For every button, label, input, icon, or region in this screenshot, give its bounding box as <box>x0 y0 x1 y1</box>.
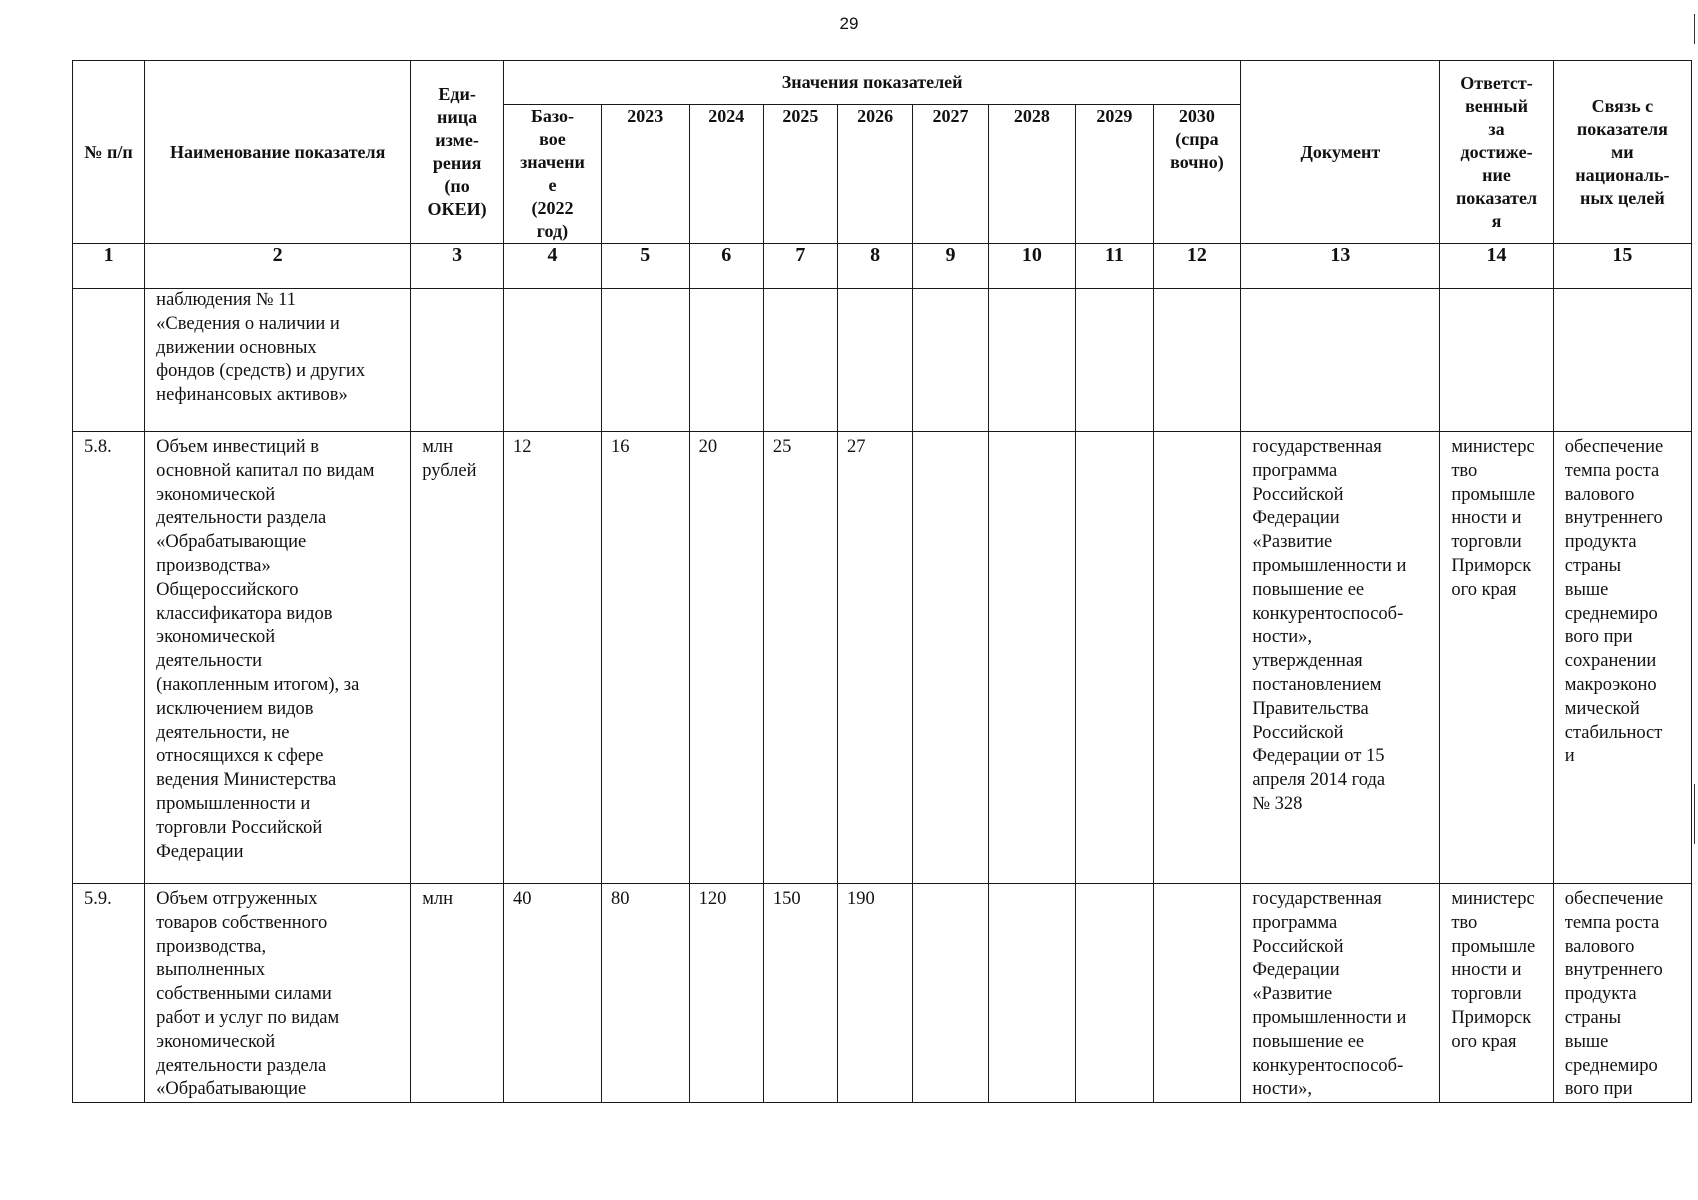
column-number: 5 <box>601 244 689 289</box>
header-year-2024: 2024 <box>689 105 763 244</box>
row-name-cell: Объем инвестиций в основной капитал по видам экономической деятельности раздела «Обрабатывающие производства» Общероссийского классификатора видов экономической деятельности (накопленным итогом), за исключением видов деятельности, не относящихся к сфере ведения Министерства промышленности и торговли Российской Федерации <box>145 432 411 884</box>
row-responsible-cell <box>1440 289 1553 432</box>
header-year-2026: 2026 <box>838 105 913 244</box>
table-row <box>73 884 1692 1103</box>
header-unit: Еди- ница изме- рения (по ОКЕИ) <box>411 61 504 244</box>
scan-edge-mark <box>1694 14 1695 44</box>
row-2028-cell <box>988 432 1076 884</box>
row-2026-cell <box>838 289 913 432</box>
row-document-cell: государственная программа Российской Федерации «Развитие промышленности и повышение ее конкурентоспособ- ности», <box>1241 884 1440 1103</box>
scan-edge-mark <box>1694 784 1695 844</box>
row-document-cell <box>1241 289 1440 432</box>
row-2029-cell <box>1076 432 1153 884</box>
row-base-cell: 40 <box>503 884 601 1103</box>
row-base-cell <box>503 289 601 432</box>
row-2027-cell <box>913 289 988 432</box>
row-link-cell <box>1553 289 1691 432</box>
header-base-value: Базо- вое значени е (2022 год) <box>503 105 601 244</box>
row-document-cell: государственная программа Российской Федерации «Развитие промышленности и повышение ее конкурентоспособ- ности», утвержденная постановлением Правительства Российской Федерации от 15 апреля 2014 года № 328 <box>1241 432 1440 884</box>
row-2026-cell: 27 <box>838 432 913 884</box>
row-base-cell: 12 <box>503 432 601 884</box>
header-year-2023: 2023 <box>601 105 689 244</box>
row-unit-cell: млн <box>411 884 504 1103</box>
row-2029-cell <box>1076 289 1153 432</box>
column-number: 4 <box>503 244 601 289</box>
column-number: 10 <box>988 244 1076 289</box>
row-name-cell: Объем отгруженных товаров собственного производства, выполненных собственными силами работ и услуг по видам экономической деятельности раздела «Обрабатывающие <box>145 884 411 1103</box>
header-num: № п/п <box>73 61 145 244</box>
header-name: Наименование показателя <box>145 61 411 244</box>
header-values-group: Значения показателей <box>503 61 1240 105</box>
row-2025-cell: 25 <box>763 432 837 884</box>
row-2028-cell <box>988 884 1076 1103</box>
row-2024-cell: 20 <box>689 432 763 884</box>
row-num-cell: 5.8. <box>73 432 145 884</box>
row-2023-cell: 16 <box>601 432 689 884</box>
header-document: Документ <box>1241 61 1440 244</box>
page-number: 29 <box>839 14 859 33</box>
row-num-cell <box>73 289 145 432</box>
row-2025-cell: 150 <box>763 884 837 1103</box>
header-year-2027: 2027 <box>913 105 988 244</box>
row-link-cell: обеспечение темпа роста валового внутреннего продукта страны выше среднемиро вого при сохранении макроэконо мической стабильност и <box>1553 432 1691 884</box>
row-2029-cell <box>1076 884 1153 1103</box>
header-year-2025: 2025 <box>763 105 837 244</box>
column-number: 12 <box>1153 244 1241 289</box>
column-number: 7 <box>763 244 837 289</box>
row-unit-cell: млн рублей <box>411 432 504 884</box>
row-2025-cell <box>763 289 837 432</box>
row-2024-cell <box>689 289 763 432</box>
row-2030-cell <box>1153 884 1241 1103</box>
indicators-table <box>72 60 1692 1103</box>
column-number: 11 <box>1076 244 1153 289</box>
table-row <box>73 289 1692 432</box>
header-year-2029: 2029 <box>1076 105 1153 244</box>
row-2028-cell <box>988 289 1076 432</box>
column-number: 8 <box>838 244 913 289</box>
header-year-2030: 2030 (спра вочно) <box>1153 105 1241 244</box>
row-name-cell: наблюдения № 11 «Сведения о наличии и движении основных фондов (средств) и других нефинансовых активов» <box>145 289 411 432</box>
row-num-cell: 5.9. <box>73 884 145 1103</box>
header-year-2028: 2028 <box>988 105 1076 244</box>
row-2023-cell <box>601 289 689 432</box>
row-2027-cell <box>913 432 988 884</box>
row-link-cell: обеспечение темпа роста валового внутреннего продукта страны выше среднемиро вого при <box>1553 884 1691 1103</box>
row-2030-cell <box>1153 432 1241 884</box>
column-number: 14 <box>1440 244 1553 289</box>
column-number: 15 <box>1553 244 1691 289</box>
row-2023-cell: 80 <box>601 884 689 1103</box>
column-number: 3 <box>411 244 504 289</box>
row-responsible-cell: министерс тво промышле нности и торговли Приморск ого края <box>1440 884 1553 1103</box>
row-2030-cell <box>1153 289 1241 432</box>
row-unit-cell <box>411 289 504 432</box>
column-number: 1 <box>73 244 145 289</box>
row-responsible-cell: министерс тво промышле нности и торговли Приморск ого края <box>1440 432 1553 884</box>
column-number: 9 <box>913 244 988 289</box>
table-row <box>73 432 1692 884</box>
row-2027-cell <box>913 884 988 1103</box>
column-number: 13 <box>1241 244 1440 289</box>
header-link: Связь с показателя ми националь- ных целей <box>1553 61 1691 244</box>
column-number: 2 <box>145 244 411 289</box>
row-2024-cell: 120 <box>689 884 763 1103</box>
column-number: 6 <box>689 244 763 289</box>
row-2026-cell: 190 <box>838 884 913 1103</box>
header-responsible: Ответст- венный за достиже- ние показател я <box>1440 61 1553 244</box>
